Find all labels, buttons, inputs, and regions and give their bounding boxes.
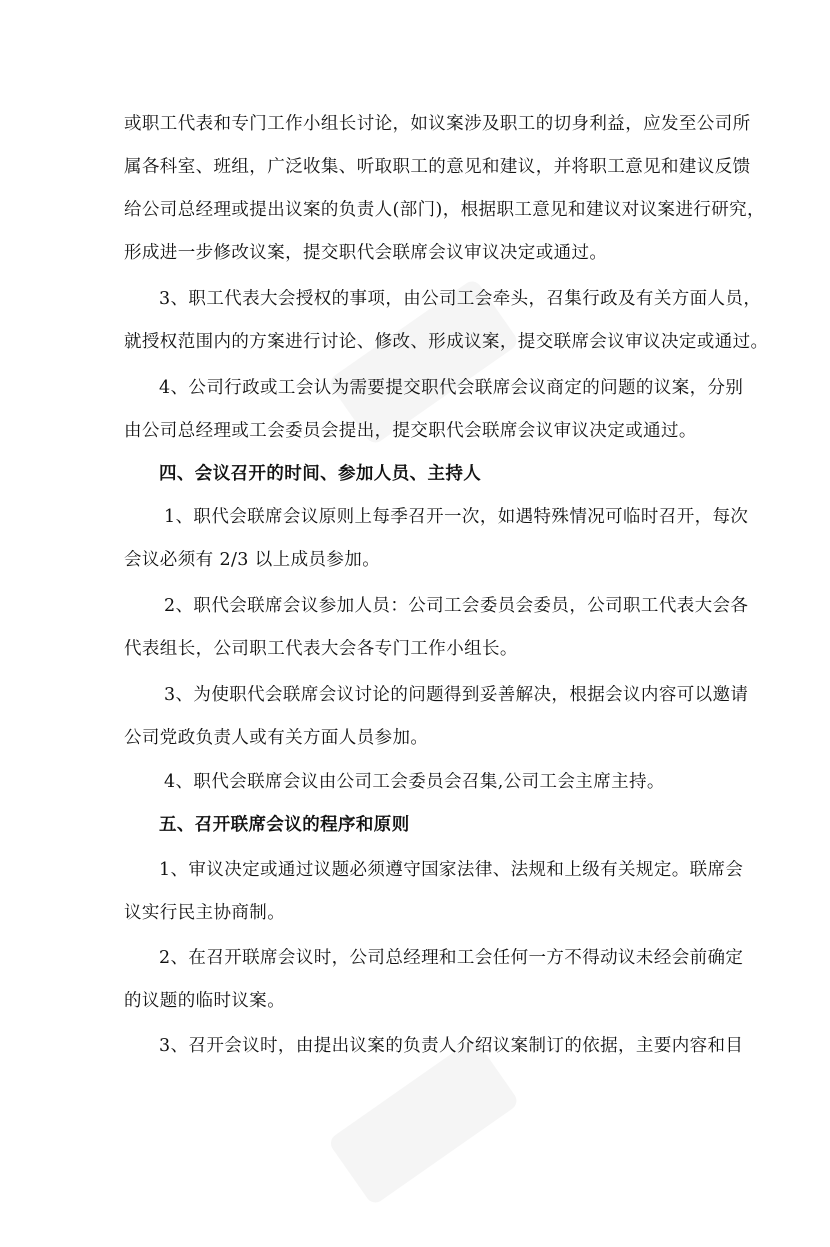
paragraph-line: 2、职代会联席会议参加人员：公司工会委员会委员，公司职工代表大会各 (164, 596, 749, 616)
paragraph-line: 2、在召开联席会议时，公司总经理和工会任何一方不得动议未经会前确定 (159, 948, 744, 968)
paragraph-line: 形成进一步修改议案，提交职代会联席会议审议决定或通过。 (124, 243, 608, 263)
paragraph-line: 议实行民主协商制。 (124, 903, 286, 923)
paragraph-line: 公司党政负责人或有关方面人员参加。 (124, 728, 429, 748)
paragraph-line: 代表组长，公司职工代表大会各专门工作小组长。 (124, 639, 518, 659)
paragraph-line: 由公司总经理或工会委员会提出，提交职代会联席会议审议决定或通过。 (124, 421, 697, 441)
paragraph-line: 3、职工代表大会授权的事项，由公司工会牵头，召集行政及有关方面人员， (159, 289, 762, 309)
paragraph-line: 3、为使职代会联席会议讨论的问题得到妥善解决，根据会议内容可以邀请 (164, 685, 749, 705)
paragraph-line: 属各科室、班组，广泛收集、听取职工的意见和建议，并将职工意见和建议反馈 (124, 157, 751, 177)
paragraph-line: 的议题的临时议案。 (124, 991, 286, 1011)
paragraph-line: 1、职代会联席会议原则上每季召开一次，如遇特殊情况可临时召开，每次 (164, 507, 749, 527)
paragraph-line: 4、职代会联席会议由公司工会委员会召集,公司工会主席主持。 (164, 772, 665, 792)
paragraph-line: 3、召开会议时，由提出议案的负责人介绍议案制订的依据，主要内容和目 (159, 1036, 744, 1056)
section-heading: 五、召开联席会议的程序和原则 (159, 815, 410, 835)
paragraph-line: 4、公司行政或工会认为需要提交职代会联席会议商定的问题的议案，分别 (159, 378, 744, 398)
section-heading: 四、会议召开的时间、参加人员、主持人 (159, 464, 482, 484)
paragraph-line: 就授权范围内的方案进行讨论、修改、形成议案，提交联席会议审议决定或通过。 (124, 332, 769, 352)
paragraph-line: 会议必须有 2/3 以上成员参加。 (124, 550, 381, 570)
paragraph-line: 或职工代表和专门工作小组长讨论，如议案涉及职工的切身利益，应发至公司所 (124, 114, 751, 134)
paragraph-line: 1、审议决定或通过议题必须遵守国家法律、法规和上级有关规定。联席会 (159, 860, 744, 880)
paragraph-line: 给公司总经理或提出议案的负责人(部门)，根据职工意见和建议对议案进行研究， (124, 200, 765, 220)
